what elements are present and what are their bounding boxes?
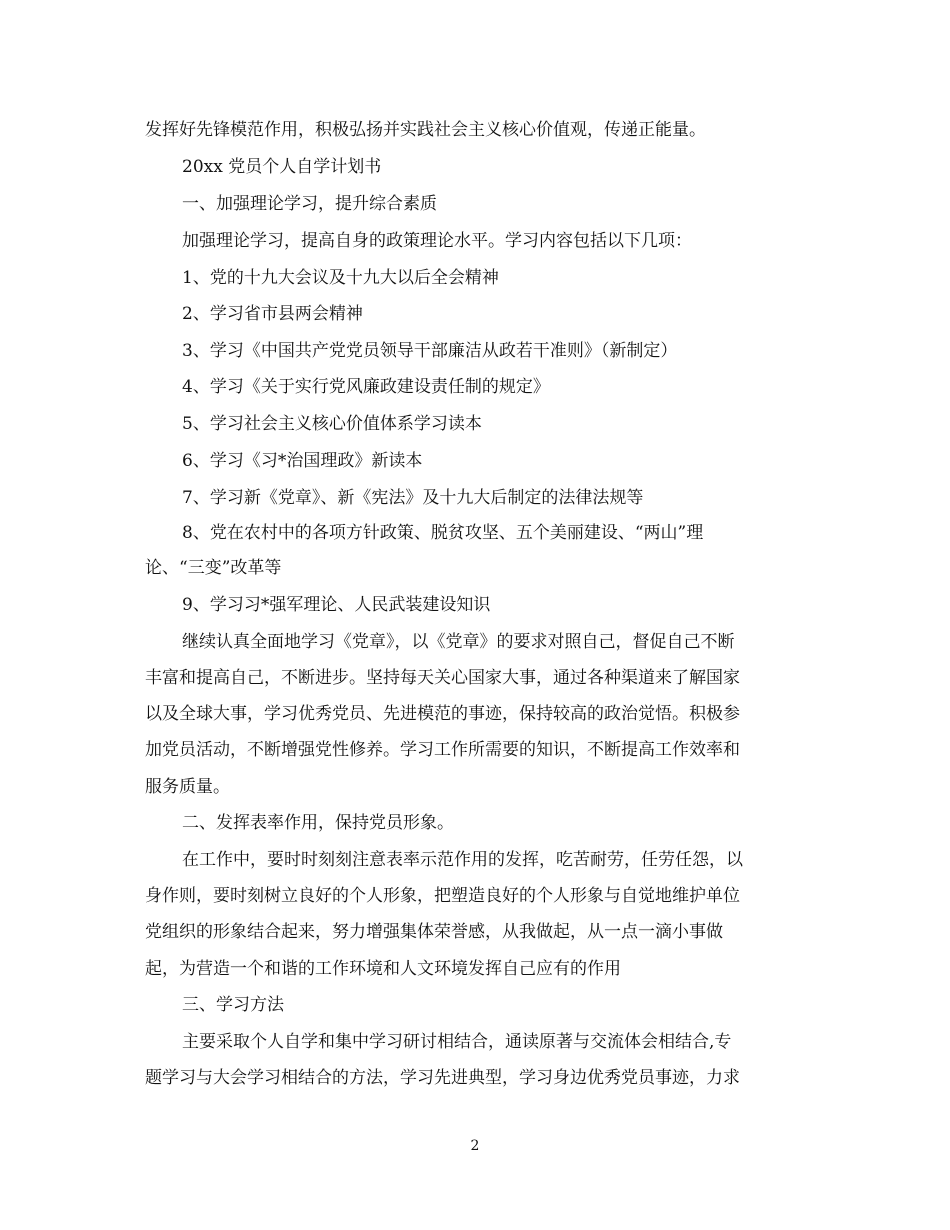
list-item: 8、党在农村中的各项方针政策、脱贫攻坚、五个美丽建设、“两山”理 xyxy=(182,523,704,543)
page-number: 2 xyxy=(470,1138,480,1154)
list-item: 1、党的十九大会议及十九大以后全会精神 xyxy=(182,268,499,288)
heading-3: 三、学习方法 xyxy=(182,995,284,1015)
body-line: 题学习与大会学习相结合的方法，学习先进典型，学习身边优秀党员事迹，力求 xyxy=(145,1068,740,1088)
heading-2: 二、发挥表率作用，保持党员形象。 xyxy=(182,813,454,833)
body-line: 主要采取个人自学和集中学习研讨相结合，通读原著与交流体会相结合,专 xyxy=(182,1032,732,1052)
list-item: 5、学习社会主义核心价值体系学习读本 xyxy=(182,414,482,434)
heading-1: 一、加强理论学习，提升综合素质 xyxy=(182,194,437,214)
body-line: 加强理论学习，提高自身的政策理论水平。学习内容包括以下几项： xyxy=(182,231,692,251)
list-item: 7、学习新《党章》、新《宪法》及十九大后制定的法律法规等 xyxy=(182,488,644,508)
body-line: 加党员活动，不断增强党性修养。学习工作所需要的知识，不断提高工作效率和 xyxy=(145,740,740,760)
body-line: 继续认真全面地学习《党章》，以《党章》的要求对照自己，督促自己不断 xyxy=(182,632,735,652)
list-item: 6、学习《习*治国理政》新读本 xyxy=(182,451,423,471)
body-line: 党组织的形象结合起来，努力增强集体荣誉感，从我做起，从一点一滴小事做 xyxy=(145,922,723,942)
list-item: 3、学习《中国共产党党员领导干部廉洁从政若干准则》（新制定） xyxy=(182,341,678,361)
body-line: 服务质量。 xyxy=(145,777,230,797)
body-line: 身作则，要时刻树立良好的个人形象，把塑造良好的个人形象与自觉地维护单位 xyxy=(145,886,740,906)
list-item: 9、学习习*强军理论、人民武装建设知识 xyxy=(182,595,491,615)
section-title: 20xx 党员个人自学计划书 xyxy=(182,157,382,177)
body-line: 以及全球大事，学习优秀党员、先进模范的事迹，保持较高的政治觉悟。积极参 xyxy=(145,704,740,724)
body-line: 丰富和提高自己，不断进步。坚持每天关心国家大事，通过各种渠道来了解国家 xyxy=(145,668,740,688)
body-line: 起，为营造一个和谐的工作环境和人文环境发挥自己应有的作用 xyxy=(145,959,621,979)
list-item: 4、学习《关于实行党风廉政建设责任制的规定》 xyxy=(182,377,550,397)
list-item: 2、学习省市县两会精神 xyxy=(182,304,363,324)
list-item-continuation: 论、“三变”改革等 xyxy=(145,558,282,578)
body-line: 发挥好先锋模范作用，积极弘扬并实践社会主义核心价值观，传递正能量。 xyxy=(145,120,706,140)
body-line: 在工作中，要时时刻刻注意表率示范作用的发挥，吃苦耐劳，任劳任怨，以 xyxy=(182,850,743,870)
